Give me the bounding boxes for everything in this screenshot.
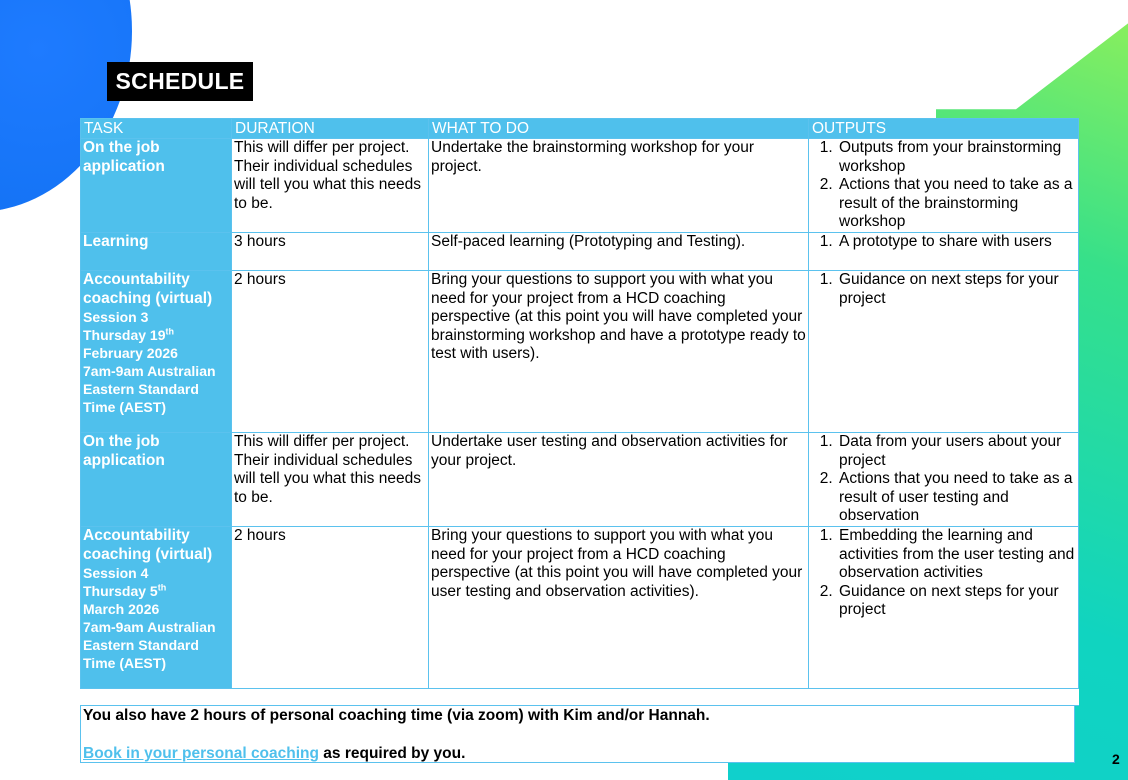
outputs-cell xyxy=(809,232,1079,270)
outputs-list xyxy=(811,527,1076,620)
task-cell: On the job application xyxy=(81,139,232,233)
table-row xyxy=(81,232,1079,270)
task-title: Accountability coaching (virtual) xyxy=(83,526,213,563)
session-month: February 2026 xyxy=(83,345,178,362)
date-suffix: th xyxy=(165,326,174,337)
outputs-cell xyxy=(809,270,1079,432)
session-date xyxy=(83,582,229,600)
what-to-do-cell: Undertake user testing and observation activities for your project. xyxy=(429,432,809,526)
outputs-cell xyxy=(809,432,1079,526)
output-item: 1. Guidance on next steps for your project xyxy=(837,271,1076,308)
what-to-do-cell: Undertake the brainstorming workshop for your project. xyxy=(429,139,809,233)
page-number: 2 xyxy=(1112,751,1120,767)
header-task: TASK xyxy=(81,119,232,139)
header-outputs: OUTPUTS xyxy=(809,119,1079,139)
duration-cell: This will differ per project. Their individual schedules will tell you what this needs to be. xyxy=(232,432,429,526)
outputs-list xyxy=(811,139,1076,232)
task-cell: Learning xyxy=(81,232,232,270)
task-cell xyxy=(81,270,232,432)
outputs-cell xyxy=(809,139,1079,233)
spacer-cell xyxy=(81,688,232,705)
output-item: 1. Data from your users about your project xyxy=(837,433,1076,470)
table-row xyxy=(81,139,1079,233)
spacer-cell xyxy=(429,688,809,705)
session-date xyxy=(83,326,229,344)
output-item: 1. Embedding the learning and activities from the user testing and observation activities xyxy=(837,527,1076,583)
output-item: 2. Guidance on next steps for your project xyxy=(837,583,1076,620)
schedule-table xyxy=(80,118,1079,706)
duration-cell: 2 hours xyxy=(232,526,429,688)
table-header-row xyxy=(81,119,1079,139)
session-label: Session 3 xyxy=(83,309,149,326)
table-row xyxy=(81,526,1079,688)
table-row xyxy=(81,270,1079,432)
outputs-list xyxy=(811,271,1076,308)
table-row xyxy=(81,432,1079,526)
note-line-2 xyxy=(83,744,1072,763)
what-to-do-cell: Bring your questions to support you with what you need for your project from a HCD coaching perspective (at this point you will have completed your brainstorming workshop and have a prototype ready to test with users). xyxy=(429,270,809,432)
session-time: 7am-9am Australian Eastern Standard Time (AEST) xyxy=(83,619,216,672)
output-item: 2. Actions that you need to take as a result of the brainstorming workshop xyxy=(837,176,1076,232)
duration-cell: This will differ per project. Their individual schedules will tell you what this needs to be. xyxy=(232,139,429,233)
outputs-list xyxy=(811,433,1076,526)
personal-coaching-note xyxy=(80,705,1075,763)
what-to-do-cell: Bring your questions to support you with what you need for your project from a HCD coaching perspective (at this point you will have completed your user testing and observation activities). xyxy=(429,526,809,688)
date-day: Thursday 19 xyxy=(83,327,166,344)
duration-cell: 2 hours xyxy=(232,270,429,432)
outputs-list xyxy=(811,233,1076,252)
book-coaching-link[interactable]: Book in your personal coaching xyxy=(83,745,319,762)
spacer-cell xyxy=(809,688,1079,705)
outputs-cell xyxy=(809,526,1079,688)
output-item: 1. A prototype to share with users xyxy=(837,233,1076,252)
session-month: March 2026 xyxy=(83,601,160,618)
note-line-1: You also have 2 hours of personal coaching time (via zoom) with Kim and/or Hannah. xyxy=(83,707,710,724)
date-day: Thursday 5 xyxy=(83,583,158,600)
output-item: 2. Actions that you need to take as a result of user testing and observation xyxy=(837,470,1076,526)
date-suffix: th xyxy=(157,582,167,593)
duration-cell: 3 hours xyxy=(232,232,429,270)
page-title: SCHEDULE xyxy=(107,62,253,101)
task-cell xyxy=(81,526,232,688)
table-spacer-row xyxy=(81,688,1079,705)
output-item: 1. Outputs from your brainstorming workshop xyxy=(837,139,1076,176)
task-cell: On the job application xyxy=(81,432,232,526)
session-label: Session 4 xyxy=(83,565,149,582)
spacer-cell xyxy=(232,688,429,705)
session-time: 7am-9am Australian Eastern Standard Time (AEST) xyxy=(83,363,216,416)
note-line-2-rest: as required by you. xyxy=(318,745,466,762)
what-to-do-cell: Self-paced learning (Prototyping and Testing). xyxy=(429,232,809,270)
header-what-to-do: WHAT TO DO xyxy=(429,119,809,139)
task-title: Accountability coaching (virtual) xyxy=(83,270,213,307)
header-duration: DURATION xyxy=(232,119,429,139)
